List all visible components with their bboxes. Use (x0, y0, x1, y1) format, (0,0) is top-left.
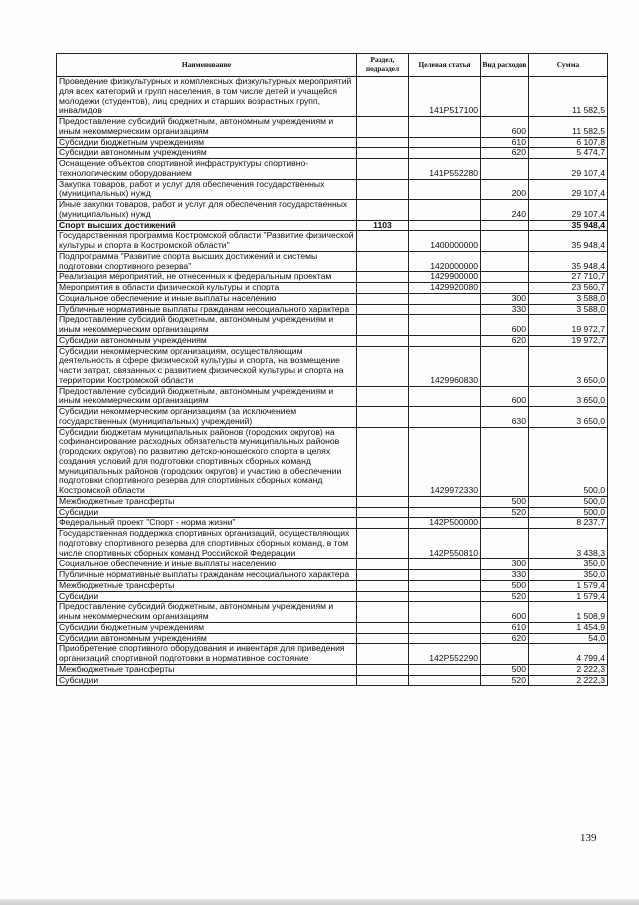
table-row (57, 315, 608, 336)
cell-target-article (409, 496, 481, 507)
cell-section (357, 231, 409, 252)
cell-expense-type: 200 (481, 179, 529, 200)
cell-section (357, 633, 409, 644)
cell-sum: 2 222,3 (529, 675, 608, 686)
cell-name: Публичные нормативные выплаты гражданам несоциального характера (57, 304, 357, 315)
cell-expense-type: 240 (481, 200, 529, 221)
cell-sum: 11 582,5 (529, 77, 608, 117)
cell-sum: 5 474,7 (529, 148, 608, 159)
cell-name: Государственная поддержка спортивных организаций, осуществляющих подготовку спортивного резерва для спортивных сборных команд, в том числе спортивных сборных команд Российской Федерации (57, 529, 357, 559)
table-row (57, 283, 608, 294)
cell-target-article (409, 407, 481, 428)
table-row (57, 304, 608, 315)
cell-expense-type (481, 159, 529, 180)
cell-section (357, 602, 409, 623)
table-row (57, 664, 608, 675)
cell-target-article (409, 220, 481, 231)
table-header-row (57, 54, 608, 77)
cell-target-article (409, 602, 481, 623)
cell-name: Межбюджетные трансферты (57, 580, 357, 591)
cell-section (357, 496, 409, 507)
cell-name: Субсидии автономным учреждениям (57, 335, 357, 346)
cell-name: Предоставление субсидий бюджетным, автономным учреждениям и иным некоммерческим организациям (57, 602, 357, 623)
cell-name: Проведение физкультурных и комплексных физкультурных мероприятий для всех категорий и групп населения, в том числе детей и учащейся молодежи (студентов), лиц средних и старших возрастных групп, инвалидов (57, 77, 357, 117)
cell-section (357, 591, 409, 602)
cell-sum: 11 582,5 (529, 117, 608, 138)
table-row (57, 496, 608, 507)
table-row (57, 272, 608, 283)
table-row (57, 293, 608, 304)
cell-sum: 350,0 (529, 570, 608, 581)
cell-expense-type (481, 77, 529, 117)
table-row (57, 591, 608, 602)
cell-section (357, 304, 409, 315)
cell-target-article (409, 386, 481, 407)
cell-target-article (409, 622, 481, 633)
cell-sum: 3 588,0 (529, 304, 608, 315)
table-row (57, 644, 608, 665)
cell-section (357, 293, 409, 304)
cell-sum: 1 454,9 (529, 622, 608, 633)
table-row (57, 220, 608, 231)
cell-target-article: 142Р550810 (409, 529, 481, 559)
cell-expense-type: 600 (481, 386, 529, 407)
cell-expense-type: 500 (481, 580, 529, 591)
cell-sum: 3 650,0 (529, 407, 608, 428)
cell-target-article (409, 304, 481, 315)
cell-sum: 19 972,7 (529, 315, 608, 336)
cell-expense-type: 520 (481, 675, 529, 686)
table-row (57, 570, 608, 581)
cell-sum: 500,0 (529, 507, 608, 518)
table-row (57, 622, 608, 633)
cell-section (357, 570, 409, 581)
cell-section (357, 137, 409, 148)
cell-sum: 350,0 (529, 559, 608, 570)
table-row (57, 346, 608, 386)
table-row (57, 251, 608, 272)
table-row (57, 529, 608, 559)
cell-sum: 3 650,0 (529, 386, 608, 407)
cell-name: Закупка товаров, работ и услуг для обеспечения государственных (муниципальных) нужд (57, 179, 357, 200)
cell-sum: 54,0 (529, 633, 608, 644)
cell-expense-type: 620 (481, 335, 529, 346)
header-name: Наименование (57, 54, 357, 77)
cell-expense-type: 500 (481, 496, 529, 507)
cell-section (357, 77, 409, 117)
cell-target-article: 1429920080 (409, 283, 481, 294)
table-row (57, 427, 608, 496)
table-row (57, 602, 608, 623)
cell-name: Публичные нормативные выплаты гражданам несоциального характера (57, 570, 357, 581)
table-row (57, 137, 608, 148)
cell-target-article (409, 200, 481, 221)
table-row (57, 386, 608, 407)
cell-name: Предоставление субсидий бюджетным, автономным учреждениям и иным некоммерческим организациям (57, 117, 357, 138)
header-target: Целевая статья (409, 54, 481, 77)
table-row (57, 675, 608, 686)
cell-name: Предоставление субсидий бюджетным, автономным учреждениям и иным некоммерческим организациям (57, 315, 357, 336)
cell-name: Социальное обеспечение и иные выплаты населению (57, 293, 357, 304)
cell-sum: 1 579,4 (529, 591, 608, 602)
cell-sum: 19 972,7 (529, 335, 608, 346)
cell-expense-type (481, 346, 529, 386)
cell-section (357, 559, 409, 570)
cell-section (357, 179, 409, 200)
cell-sum: 23 560,7 (529, 283, 608, 294)
cell-expense-type (481, 518, 529, 529)
cell-target-article (409, 148, 481, 159)
cell-section (357, 200, 409, 221)
cell-name: Межбюджетные трансферты (57, 664, 357, 675)
table-row (57, 231, 608, 252)
header-section: Раздел, подраздел (357, 54, 409, 77)
table-row (57, 148, 608, 159)
cell-expense-type: 330 (481, 304, 529, 315)
cell-target-article (409, 591, 481, 602)
cell-expense-type: 520 (481, 507, 529, 518)
cell-sum: 4 799,4 (529, 644, 608, 665)
cell-section (357, 644, 409, 665)
cell-section (357, 675, 409, 686)
cell-expense-type: 630 (481, 407, 529, 428)
cell-section (357, 580, 409, 591)
cell-sum: 3 588,0 (529, 293, 608, 304)
cell-name: Субсидии (57, 507, 357, 518)
cell-sum: 35 948,4 (529, 231, 608, 252)
cell-target-article: 1400000000 (409, 231, 481, 252)
cell-section (357, 386, 409, 407)
cell-target-article: 1429972330 (409, 427, 481, 496)
cell-expense-type: 300 (481, 559, 529, 570)
cell-sum: 27 710,7 (529, 272, 608, 283)
table-row (57, 518, 608, 529)
cell-expense-type: 300 (481, 293, 529, 304)
cell-section (357, 622, 409, 633)
cell-target-article: 1420000000 (409, 251, 481, 272)
cell-section (357, 315, 409, 336)
table-row (57, 179, 608, 200)
table-body (57, 77, 608, 686)
cell-sum: 3 438,3 (529, 529, 608, 559)
cell-target-article (409, 117, 481, 138)
table-row (57, 117, 608, 138)
cell-sum: 2 222,3 (529, 664, 608, 675)
cell-expense-type (481, 220, 529, 231)
cell-sum: 500,0 (529, 427, 608, 496)
cell-expense-type (481, 529, 529, 559)
cell-target-article: 142Р500000 (409, 518, 481, 529)
table-row (57, 580, 608, 591)
table-row (57, 200, 608, 221)
cell-section (357, 407, 409, 428)
cell-name: Субсидии бюджетным учреждениям (57, 137, 357, 148)
cell-target-article (409, 507, 481, 518)
cell-expense-type (481, 231, 529, 252)
cell-expense-type (481, 644, 529, 665)
cell-expense-type (481, 272, 529, 283)
cell-section (357, 251, 409, 272)
cell-expense-type: 600 (481, 602, 529, 623)
cell-target-article (409, 559, 481, 570)
cell-sum: 29 107,4 (529, 179, 608, 200)
cell-sum: 29 107,4 (529, 200, 608, 221)
table-row (57, 559, 608, 570)
table-row (57, 633, 608, 644)
cell-target-article (409, 293, 481, 304)
cell-expense-type: 330 (481, 570, 529, 581)
cell-name: Субсидии (57, 591, 357, 602)
cell-sum: 1 579,4 (529, 580, 608, 591)
cell-section (357, 664, 409, 675)
cell-section (357, 335, 409, 346)
cell-section (357, 283, 409, 294)
cell-name: Спорт высших достижений (57, 220, 357, 231)
cell-section (357, 272, 409, 283)
cell-section (357, 148, 409, 159)
cell-target-article (409, 179, 481, 200)
cell-name: Межбюджетные трансферты (57, 496, 357, 507)
cell-target-article (409, 137, 481, 148)
cell-expense-type: 600 (481, 315, 529, 336)
cell-name: Государственная программа Костромской области "Развитие физической культуры и спорта в Костромской области" (57, 231, 357, 252)
cell-name: Мероприятия в области физической культуры и спорта (57, 283, 357, 294)
cell-expense-type: 500 (481, 664, 529, 675)
table-row (57, 159, 608, 180)
cell-section (357, 427, 409, 496)
cell-target-article (409, 335, 481, 346)
cell-expense-type: 520 (481, 591, 529, 602)
cell-name: Субсидии бюджетным учреждениям (57, 622, 357, 633)
cell-sum: 1 508,9 (529, 602, 608, 623)
scan-edge (0, 899, 639, 905)
cell-target-article: 1429960830 (409, 346, 481, 386)
cell-sum: 6 107,8 (529, 137, 608, 148)
cell-name: Социальное обеспечение и иные выплаты населению (57, 559, 357, 570)
cell-sum: 35 948,4 (529, 220, 608, 231)
cell-sum: 8 237,7 (529, 518, 608, 529)
cell-name: Предоставление субсидий бюджетным, автономным учреждениям и иным некоммерческим организациям (57, 386, 357, 407)
cell-section (357, 346, 409, 386)
cell-name: Подпрограмма "Развитие спорта высших достижений и системы подготовки спортивного резерва" (57, 251, 357, 272)
header-expense-type: Вид расходов (481, 54, 529, 77)
cell-section (357, 117, 409, 138)
cell-expense-type: 620 (481, 633, 529, 644)
cell-target-article: 1429900000 (409, 272, 481, 283)
cell-expense-type: 610 (481, 137, 529, 148)
cell-target-article (409, 580, 481, 591)
cell-name: Приобретение спортивного оборудования и инвентаря для приведения организаций спортивной подготовки в нормативное состояние (57, 644, 357, 665)
cell-section (357, 159, 409, 180)
cell-name: Реализация мероприятий, не отнесенных к федеральным проектам (57, 272, 357, 283)
table-row (57, 407, 608, 428)
cell-section (357, 529, 409, 559)
cell-section: 1103 (357, 220, 409, 231)
table-row (57, 335, 608, 346)
cell-target-article: 142Р552290 (409, 644, 481, 665)
cell-expense-type (481, 251, 529, 272)
cell-section (357, 518, 409, 529)
cell-target-article (409, 664, 481, 675)
cell-sum: 35 948,4 (529, 251, 608, 272)
cell-sum: 29 107,4 (529, 159, 608, 180)
cell-name: Федеральный проект "Спорт - норма жизни" (57, 518, 357, 529)
budget-table (56, 53, 608, 686)
cell-name: Субсидии бюджетам муниципальных районов (городских округов) на софинансирование расходных обязательств муниципальных районов (городских округов) по развитию детско-юношеского спорта в целях создания условий для подготовки спортивных сборных команд муниципальных районов (городских округов) и участию в обеспечении подготовки спортивного резерва для спортивных сборных команд Костромской области (57, 427, 357, 496)
cell-target-article (409, 570, 481, 581)
cell-name: Субсидии автономным учреждениям (57, 633, 357, 644)
cell-name: Субсидии некоммерческим организациям (за исключением государственных (муниципальных) учреждений) (57, 407, 357, 428)
cell-expense-type (481, 427, 529, 496)
table-row (57, 77, 608, 117)
cell-sum: 500,0 (529, 496, 608, 507)
cell-name: Иные закупки товаров, работ и услуг для обеспечения государственных (муниципальных) нужд (57, 200, 357, 221)
cell-expense-type: 620 (481, 148, 529, 159)
cell-target-article (409, 315, 481, 336)
header-sum: Сумма (529, 54, 608, 77)
cell-target-article (409, 675, 481, 686)
cell-name: Субсидии (57, 675, 357, 686)
cell-name: Субсидии некоммерческим организациям, осуществляющим деятельность в сфере физической культуры и спорта, на возмещение части затрат, связанных с развитием физической культуры и спорта на территории Костромской области (57, 346, 357, 386)
cell-target-article: 141Р517100 (409, 77, 481, 117)
cell-target-article (409, 633, 481, 644)
table-row (57, 507, 608, 518)
cell-sum: 3 650,0 (529, 346, 608, 386)
cell-target-article: 141Р552280 (409, 159, 481, 180)
cell-name: Субсидии автономным учреждениям (57, 148, 357, 159)
cell-expense-type (481, 283, 529, 294)
page-number: 139 (580, 832, 597, 844)
cell-name: Оснащение объектов спортивной инфраструктуры спортивно-технологическим оборудованием (57, 159, 357, 180)
cell-section (357, 507, 409, 518)
cell-expense-type: 600 (481, 117, 529, 138)
cell-expense-type: 610 (481, 622, 529, 633)
